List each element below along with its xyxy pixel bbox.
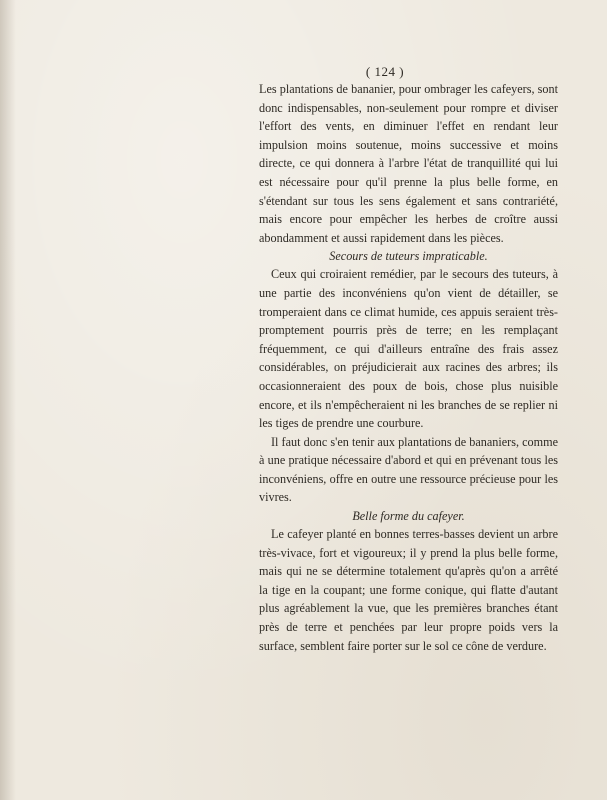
section-heading-cafeyer: Belle forme du cafeyer.	[352, 509, 465, 524]
paragraph-plantations: Il faut donc s'en tenir aux plantations de bananiers, comme à une pratique nécessaire d'abord et qui en prévenant tous les inconvéniens, offre en outre une ressource précieuse pour les vivres.	[259, 434, 558, 505]
paragraph-bananier: Les plantations de bananier, pour ombrager les cafeyers, sont donc indispensables, non-seulement pour rompre et diviser l'effort des vents, en diminuer l'effet en rendant leur impulsion moins soutenue, moins successive et moins directe, ce qui donnera à l'arbre l'état de tranquillité qui lui est nécessaire pour qu'il prenne la plus belle forme, en s'étendant sur tous les sens également et sans contrariété, mais encore pour empêcher les herbes de croître aussi abondamment et aussi rapidement dans les pièces.	[259, 82, 558, 245]
page-fold-shadow	[0, 0, 16, 800]
paragraph-tuteurs: Ceux qui croiraient remédier, par le secours des tuteurs, à une partie des inconvéniens qu'on vient de détailler, se tromperaient dans ce climat humide, ces appuis seraient très-promptement pourris près de terre; en les remplaçant fréquemment, ce qui d'ailleurs entraîne des frais assez considérables, on préjudicierait aux racines des arbres; ils occasionneraient des poux de bois, chose plus nuisible encore, et ils n'empêcheraient ni les branches de se replier ni les tiges de prendre une courbure.	[259, 267, 558, 431]
page-number: ( 124 )	[365, 64, 405, 79]
section-heading-tuteurs: Secours de tuteurs impraticable.	[329, 249, 488, 264]
paragraph-cafeyer: Le cafeyer planté en bonnes terres-basses devient un arbre très-vivace, fort et vigoureux; il y prend la plus belle forme, mais qui ne se détermine totalement qu'après qu'on a arrêté la tige en la coupant; une forme conique, qui flatte d'autant plus agréablement la vue, que les premières branches étant près de terre et penchées par leur propre poids vers la surface, semblent faire porter sur le sol ce cône de verdure.	[259, 527, 558, 653]
text-column	[259, 80, 558, 655]
